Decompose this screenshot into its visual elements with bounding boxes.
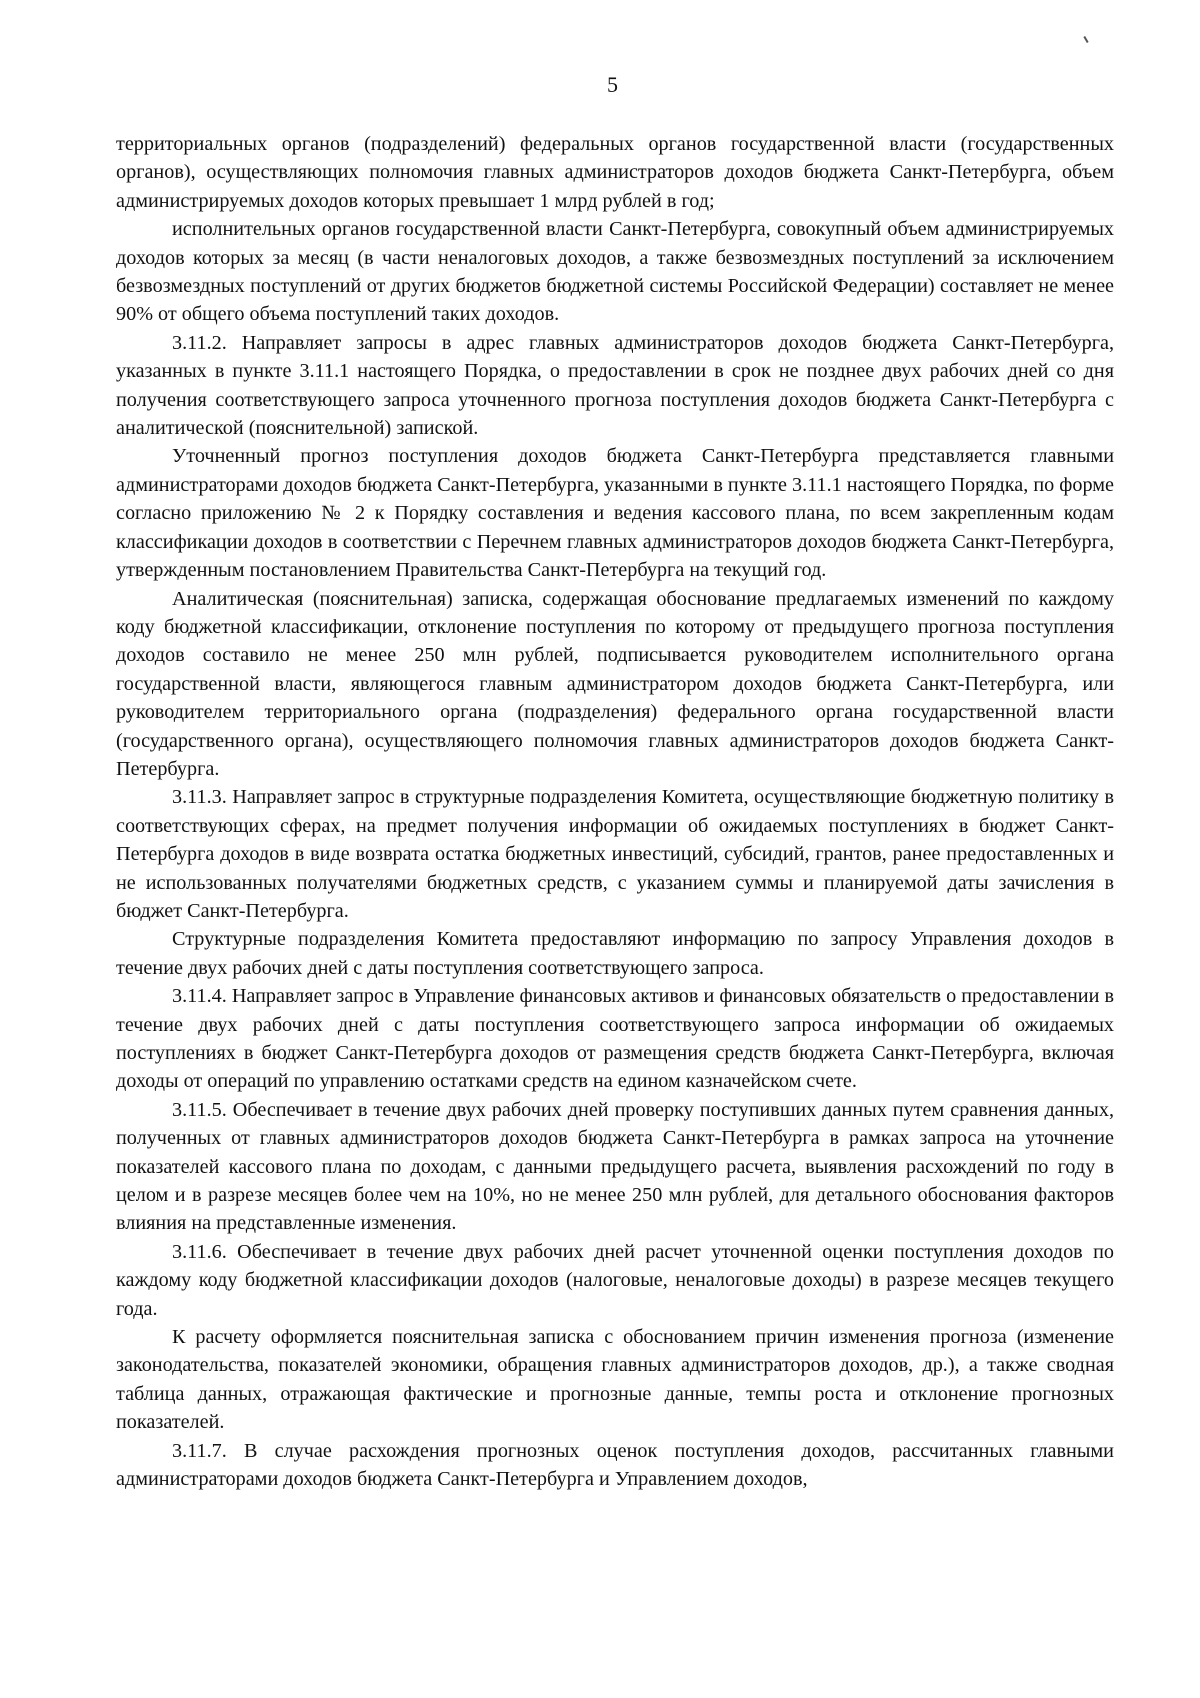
paragraph-refined-forecast: Уточненный прогноз поступления доходов бюджета Санкт-Петербурга представляется главными администраторами доходов бюджета Санкт-Петербурга, указанными в пункте 3.11.1 настоящего Порядка, по форме согласно приложению № 2 к Порядку составления и ведения кассового плана, по всем закрепленным кодам классификации доходов в соответствии с Перечнем главных администраторов доходов бюджета Санкт-Петербурга, утвержденным постановлением Правительства Санкт-Петербурга на текущий год. (116, 445, 1114, 582)
paragraph-3-11-7: 3.11.7. В случае расхождения прогнозных оценок поступления доходов, рассчитанных главными администраторами доходов бюджета Санкт-Петербурга и Управлением доходов, (116, 1439, 1114, 1491)
paragraph-3-11-2: 3.11.2. Направляет запросы в адрес главных администраторов доходов бюджета Санкт-Петербурга, указанных в пункте 3.11.1 настоящего Порядка, о предоставлении в срок не позднее двух рабочих дней со дня получения соответствующего запроса уточненного прогноза поступления доходов бюджета Санкт-Петербурга с аналитической (пояснительной) запиской. (116, 331, 1114, 440)
paragraph-analytical-note: Аналитическая (пояснительная) записка, содержащая обоснование предлагаемых изменений по каждому коду бюджетной классификации, отклонение поступления по которому от предыдущего прогноза поступления доходов составило не менее 250 млн рублей, подписывается руководителем исполнительного органа государственной власти, являющегося главным администратором доходов бюджета Санкт-Петербурга, или руководителем территориального органа (подразделения) федерального органа государственной власти (государственного органа), осуществляющего полномочия главных администраторов доходов бюджета Санкт-Петербурга. (116, 587, 1114, 780)
paragraph-3-11-6: 3.11.6. Обеспечивает в течение двух рабочих дней расчет уточненной оценки поступления доходов по каждому коду бюджетной классификации доходов (налоговые, неналоговые доходы) в разрезе месяцев текущего года. (116, 1240, 1114, 1320)
scan-mark (1083, 36, 1088, 43)
paragraph-3-11-5: 3.11.5. Обеспечивает в течение двух рабочих дней проверку поступивших данных путем сравнения данных, полученных от главных администраторов доходов бюджета Санкт-Петербурга в рамках запроса на уточнение показателей кассового плана по доходам, с данными предыдущего расчета, выявления расхождений по году в целом и в разрезе месяцев более чем на 10%, но не менее 250 млн рублей, для детального обоснования факторов влияния на представленные изменения. (116, 1098, 1114, 1235)
paragraph-structural-units: Структурные подразделения Комитета предоставляют информацию по запросу Управления доходов в течение двух рабочих дней с даты поступления соответствующего запроса. (116, 928, 1114, 979)
paragraph-explanatory-note: К расчету оформляется пояснительная записка с обоснованием причин изменения прогноза (изменение законодательства, показателей экономики, обращения главных администраторов доходов, др.), а также сводная таблица данных, отражающая фактические и прогнозные данные, темпы роста и отклонение прогнозных показателей. (116, 1326, 1114, 1434)
paragraph-3-11-3: 3.11.3. Направляет запрос в структурные подразделения Комитета, осуществляющие бюджетную политику в соответствующих сферах, на предмет получения информации об ожидаемых поступлениях в бюджет Санкт-Петербурга доходов в виде возврата остатка бюджетных инвестиций, субсидий, грантов, ранее предоставленных и не использованных получателями бюджетных средств, с указанием суммы и планируемой даты зачисления в бюджет Санкт-Петербурга. (116, 786, 1114, 922)
paragraph-3-11-4: 3.11.4. Направляет запрос в Управление финансовых активов и финансовых обязательств о предоставлении в течение двух рабочих дней с даты поступления соответствующего запроса информации об ожидаемых поступлениях в бюджет Санкт-Петербурга доходов от размещения средств бюджета Санкт-Петербурга, включая доходы от операций по управлению остатками средств на едином казначейском счете. (116, 985, 1114, 1093)
paragraph-territorial-organs: территориальных органов (подразделений) федеральных органов государственной власти (государственных органов), осуществляющих полномочия главных администраторов доходов бюджета Санкт-Петербурга, объем администрируемых доходов которых превышает 1 млрд рублей в год; (116, 133, 1114, 212)
paragraph-executive-organs: исполнительных органов государственной власти Санкт-Петербурга, совокупный объем администрируемых доходов которых за месяц (в части неналоговых доходов, а также безвозмездных поступлений за исключением безвозмездных поступлений от других бюджетов бюджетной системы Российской Федерации) составляет не менее 90% от общего объема поступлений таких доходов. (116, 218, 1114, 326)
document-body (116, 130, 1114, 1494)
page-number: 5 (607, 72, 618, 97)
